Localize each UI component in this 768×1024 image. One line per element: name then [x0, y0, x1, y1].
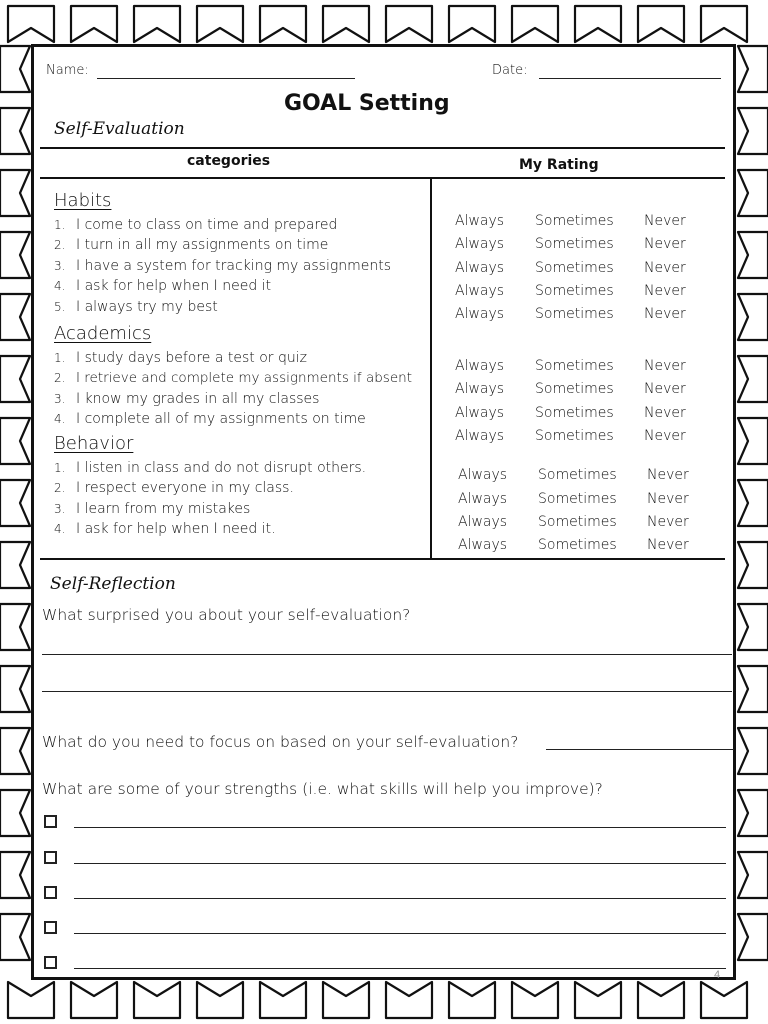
- pennant-flag: [71, 982, 117, 1018]
- rating-option-sometimes[interactable]: Sometimes: [538, 467, 617, 483]
- rating-option-always[interactable]: Always: [455, 405, 505, 421]
- rating-option-never[interactable]: Never: [644, 428, 686, 444]
- pennant-flag: [386, 982, 432, 1018]
- list-item: 2. I respect everyone in my class.: [54, 480, 294, 496]
- rating-option-sometimes[interactable]: Sometimes: [538, 514, 617, 530]
- strength-checkbox-3[interactable]: [44, 886, 57, 899]
- question-focus: What do you need to focus on based on your self-evaluation?: [42, 733, 519, 751]
- strength-line-2[interactable]: [74, 863, 726, 864]
- page-title: GOAL Setting: [284, 91, 450, 116]
- pennant-flag: [8, 6, 54, 42]
- pennant-flag: [738, 790, 768, 836]
- list-item: 5. I always try my best: [54, 299, 218, 315]
- pennant-flag: [8, 982, 54, 1018]
- table-header-rule: [40, 177, 725, 179]
- rating-option-always[interactable]: Always: [458, 514, 508, 530]
- rating-option-always[interactable]: Always: [455, 236, 505, 252]
- rating-option-sometimes[interactable]: Sometimes: [535, 428, 614, 444]
- rating-option-always[interactable]: Always: [458, 537, 508, 553]
- pennant-flag: [386, 6, 432, 42]
- rating-option-never[interactable]: Never: [644, 283, 686, 299]
- rating-option-never[interactable]: Never: [647, 537, 689, 553]
- rating-header: My Rating: [519, 157, 599, 173]
- pennant-flag: [738, 294, 768, 340]
- pennant-flag: [0, 914, 30, 960]
- rating-option-never[interactable]: Never: [644, 260, 686, 276]
- list-item: 1. I study days before a test or quiz: [54, 350, 307, 366]
- pennant-flag: [0, 46, 30, 92]
- pennant-flag: [738, 728, 768, 774]
- table-top-rule: [40, 147, 725, 149]
- rating-option-sometimes[interactable]: Sometimes: [538, 537, 617, 553]
- pennant-flag: [0, 418, 30, 464]
- strength-checkbox-5[interactable]: [44, 956, 57, 969]
- list-item: 2. I turn in all my assignments on time: [54, 237, 329, 253]
- rating-option-never[interactable]: Never: [647, 514, 689, 530]
- pennant-flag: [0, 666, 30, 712]
- rating-option-never[interactable]: Never: [644, 306, 686, 322]
- category-behavior: Behavior: [54, 433, 134, 454]
- rating-option-never[interactable]: Never: [647, 467, 689, 483]
- pennant-flag: [0, 232, 30, 278]
- rating-option-sometimes[interactable]: Sometimes: [538, 491, 617, 507]
- rating-option-always[interactable]: Always: [455, 213, 505, 229]
- rating-option-always[interactable]: Always: [455, 283, 505, 299]
- pennant-flag: [449, 6, 495, 42]
- answer-line-1[interactable]: [42, 654, 732, 655]
- pennant-flag: [0, 728, 30, 774]
- pennant-flag: [512, 982, 558, 1018]
- focus-answer-line[interactable]: [546, 749, 734, 750]
- strength-line-1[interactable]: [74, 827, 726, 828]
- rating-option-never[interactable]: Never: [644, 213, 686, 229]
- pennant-flag: [71, 6, 117, 42]
- name-label: Name:: [46, 63, 89, 78]
- list-item: 1. I come to class on time and prepared: [54, 217, 338, 233]
- pennant-flag: [575, 6, 621, 42]
- pennant-flag: [197, 982, 243, 1018]
- pennant-flag: [512, 6, 558, 42]
- pennant-flag: [738, 480, 768, 526]
- pennant-flag: [738, 418, 768, 464]
- pennant-flag: [738, 232, 768, 278]
- strength-checkbox-2[interactable]: [44, 851, 57, 864]
- list-item: 2. I retrieve and complete my assignments if absent: [54, 370, 412, 386]
- strength-line-5[interactable]: [74, 968, 726, 969]
- categories-header: categories: [187, 153, 271, 169]
- rating-option-always[interactable]: Always: [455, 358, 505, 374]
- self-evaluation-heading: Self-Evaluation: [54, 119, 185, 139]
- list-item: 3. I know my grades in all my classes: [54, 391, 320, 407]
- rating-option-sometimes[interactable]: Sometimes: [535, 283, 614, 299]
- list-item: 4. I complete all of my assignments on time: [54, 411, 366, 427]
- pennant-flag: [0, 852, 30, 898]
- rating-option-never[interactable]: Never: [644, 358, 686, 374]
- rating-option-sometimes[interactable]: Sometimes: [535, 381, 614, 397]
- pennant-flag: [738, 170, 768, 216]
- rating-option-never[interactable]: Never: [647, 491, 689, 507]
- pennant-flag: [701, 6, 747, 42]
- question-surprised: What surprised you about your self-evaluation?: [42, 606, 411, 624]
- pennant-flag: [260, 982, 306, 1018]
- rating-option-sometimes[interactable]: Sometimes: [535, 260, 614, 276]
- page-number: 4: [714, 969, 721, 981]
- rating-option-always[interactable]: Always: [455, 381, 505, 397]
- table-bottom-rule: [40, 558, 725, 560]
- self-reflection-heading: Self-Reflection: [50, 574, 176, 594]
- pennant-flag: [0, 480, 30, 526]
- pennant-flag: [738, 852, 768, 898]
- list-item: 3. I learn from my mistakes: [54, 501, 251, 517]
- pennant-flag: [449, 982, 495, 1018]
- pennant-flag: [738, 108, 768, 154]
- pennant-flag: [0, 170, 30, 216]
- rating-option-never[interactable]: Never: [644, 381, 686, 397]
- pennant-flag: [323, 982, 369, 1018]
- rating-option-sometimes[interactable]: Sometimes: [535, 236, 614, 252]
- pennant-flag: [260, 6, 306, 42]
- rating-option-never[interactable]: Never: [644, 405, 686, 421]
- pennant-flag: [0, 356, 30, 402]
- answer-line-2[interactable]: [42, 691, 732, 692]
- list-item: 3. I have a system for tracking my assignments: [54, 258, 392, 274]
- rating-option-always[interactable]: Always: [458, 467, 508, 483]
- pennant-flag: [575, 982, 621, 1018]
- rating-option-sometimes[interactable]: Sometimes: [535, 306, 614, 322]
- worksheet: [31, 44, 736, 980]
- strength-checkbox-4[interactable]: [44, 921, 57, 934]
- category-habits: Habits: [54, 190, 112, 211]
- pennant-flag: [323, 6, 369, 42]
- pennant-flag: [0, 108, 30, 154]
- pennant-flag: [638, 982, 684, 1018]
- rating-option-never[interactable]: Never: [644, 236, 686, 252]
- question-strengths: What are some of your strengths (i.e. what skills will help you improve)?: [42, 780, 603, 798]
- pennant-flag: [738, 666, 768, 712]
- date-label: Date:: [492, 63, 528, 78]
- pennant-flag: [738, 914, 768, 960]
- date-field[interactable]: [539, 78, 721, 79]
- pennant-flag: [738, 356, 768, 402]
- list-item: 4. I ask for help when I need it: [54, 278, 272, 294]
- table-column-divider: [430, 179, 432, 559]
- rating-option-always[interactable]: Always: [455, 260, 505, 276]
- list-item: 4. I ask for help when I need it.: [54, 521, 276, 537]
- strength-line-4[interactable]: [74, 933, 726, 934]
- pennant-flag: [197, 6, 243, 42]
- pennant-flag: [134, 982, 180, 1018]
- pennant-flag: [0, 604, 30, 650]
- list-item: 1. I listen in class and do not disrupt others.: [54, 460, 367, 476]
- pennant-flag: [0, 542, 30, 588]
- pennant-flag: [0, 790, 30, 836]
- rating-option-always[interactable]: Always: [458, 491, 508, 507]
- strength-line-3[interactable]: [74, 898, 726, 899]
- rating-option-always[interactable]: Always: [455, 428, 505, 444]
- category-academics: Academics: [54, 323, 152, 344]
- strength-checkbox-1[interactable]: [44, 815, 57, 828]
- pennant-flag: [638, 6, 684, 42]
- rating-option-sometimes[interactable]: Sometimes: [535, 405, 614, 421]
- pennant-flag: [738, 604, 768, 650]
- rating-option-sometimes[interactable]: Sometimes: [535, 213, 614, 229]
- pennant-flag: [701, 982, 747, 1018]
- pennant-flag: [0, 294, 30, 340]
- name-field[interactable]: [97, 78, 355, 79]
- rating-option-always[interactable]: Always: [455, 306, 505, 322]
- pennant-flag: [738, 46, 768, 92]
- pennant-flag: [134, 6, 180, 42]
- rating-option-sometimes[interactable]: Sometimes: [535, 358, 614, 374]
- pennant-flag: [738, 542, 768, 588]
